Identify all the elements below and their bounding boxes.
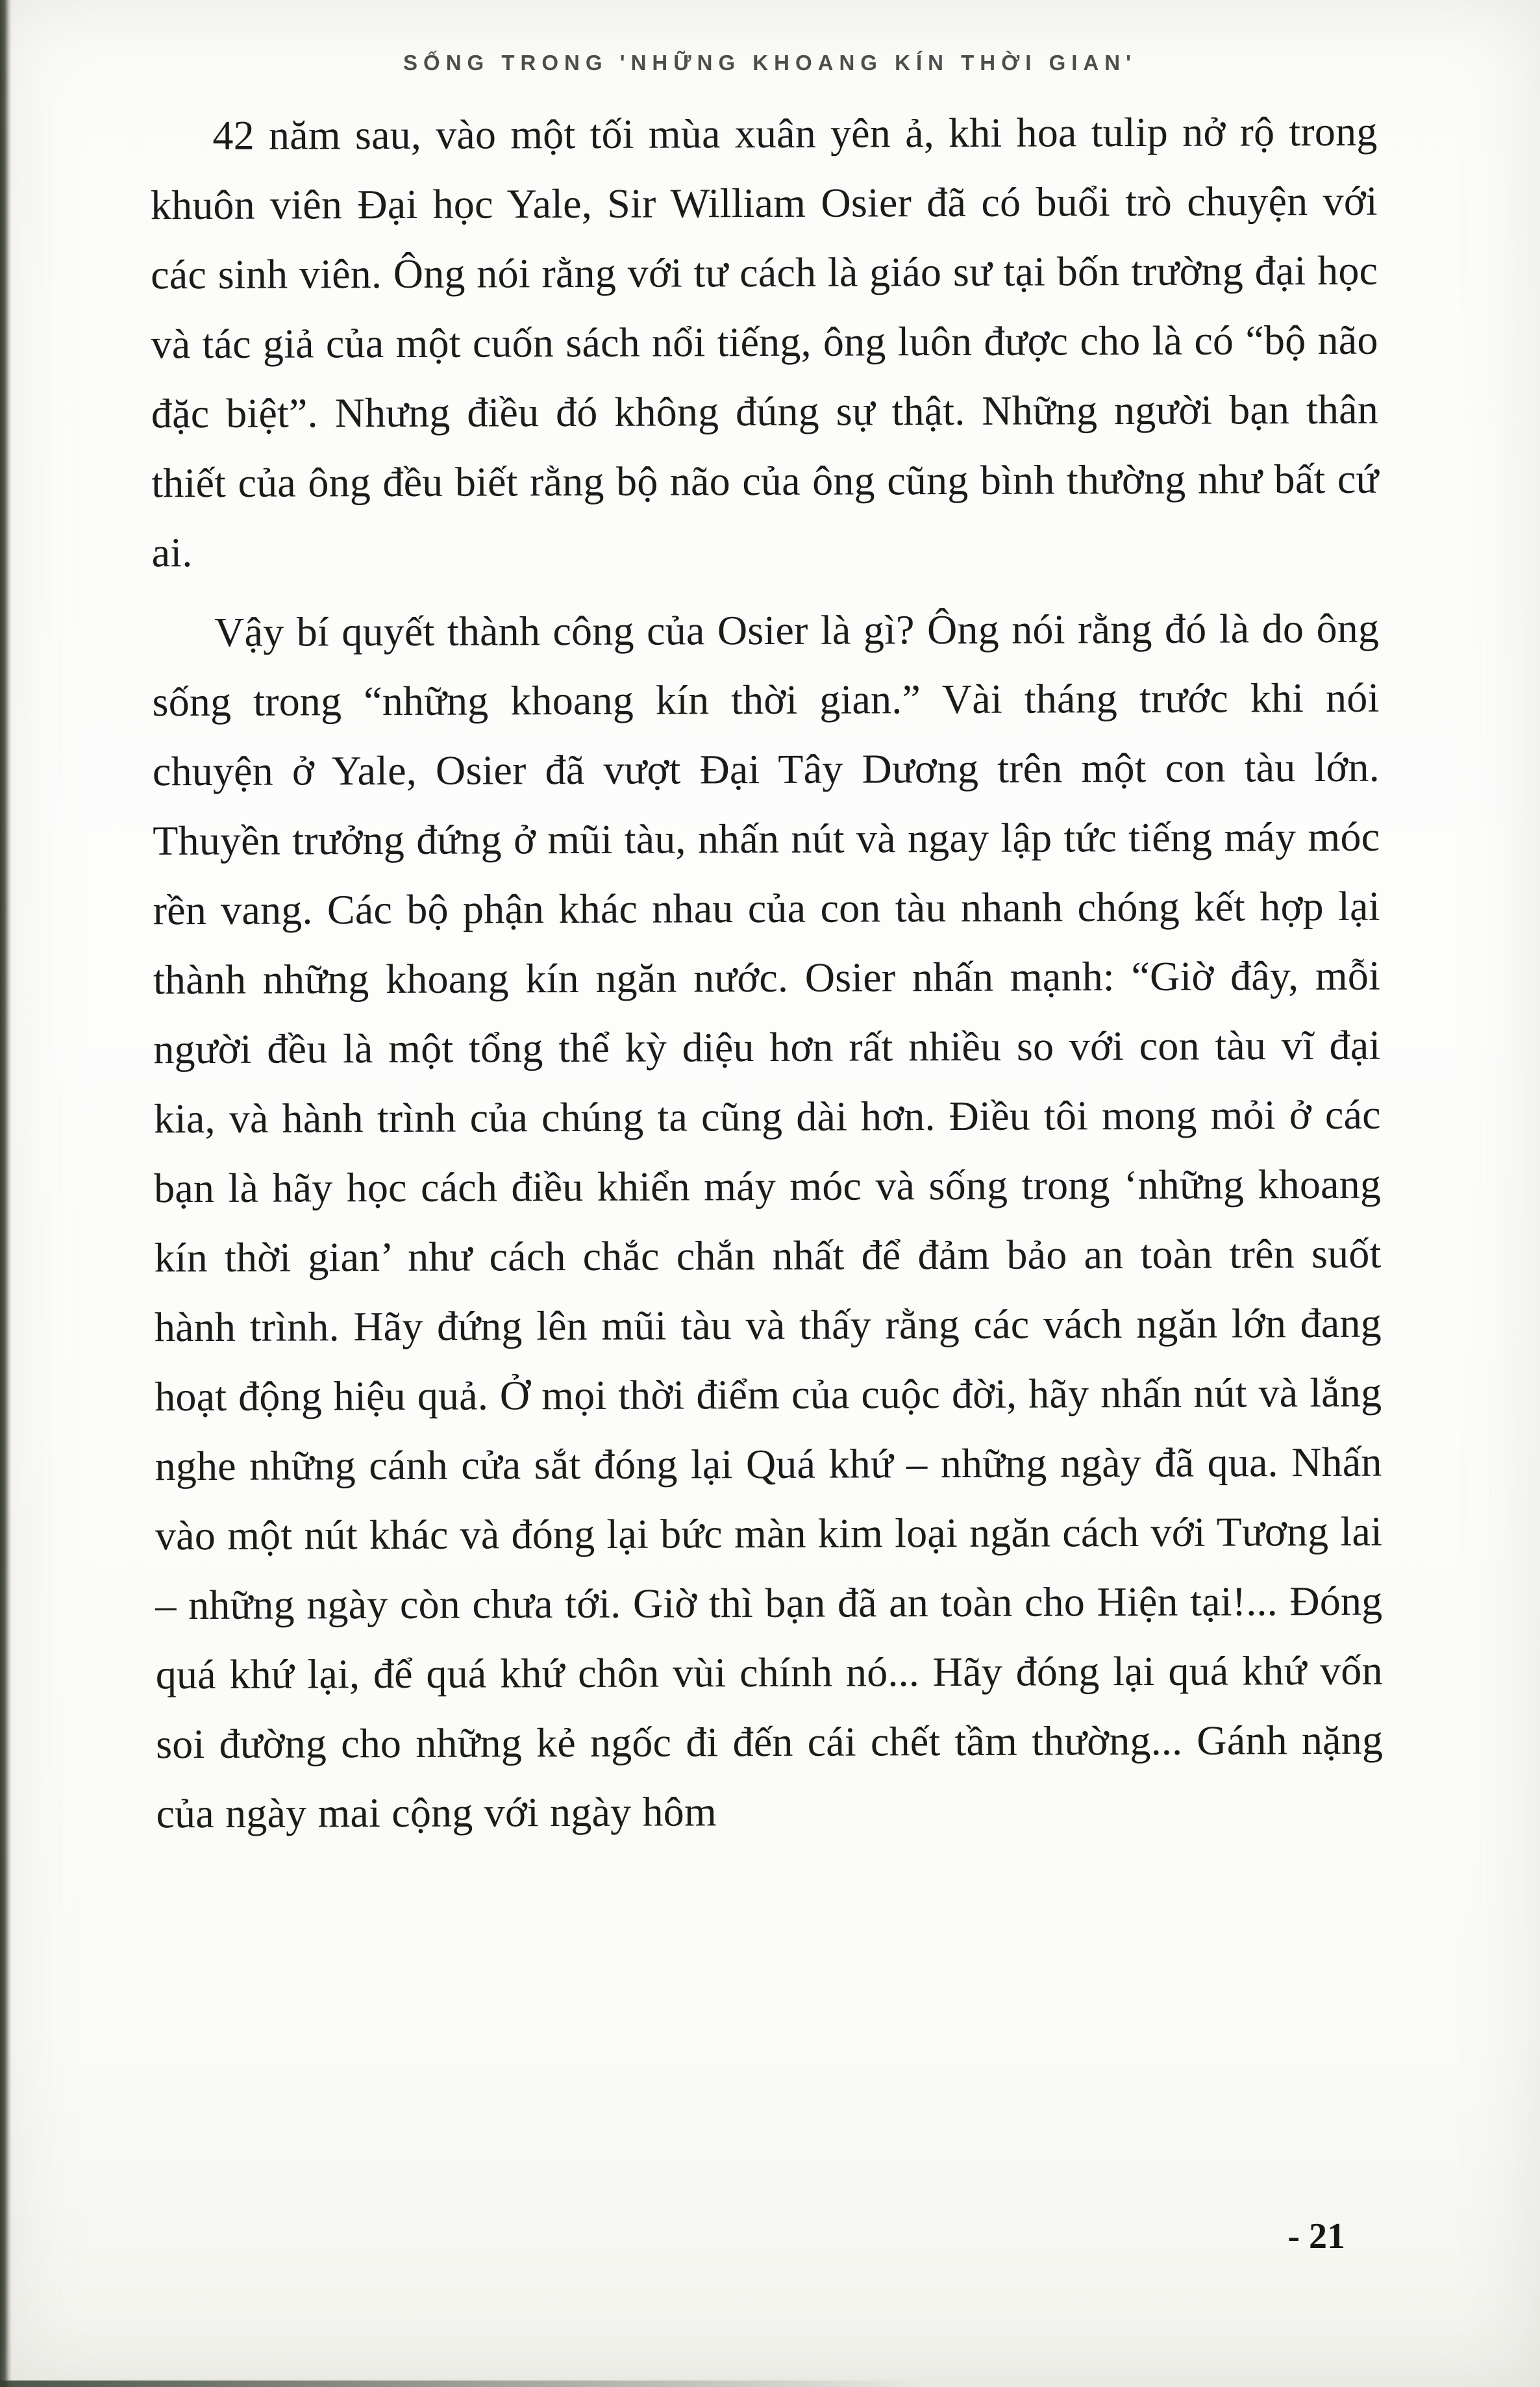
body-text-block: [150, 97, 1383, 1859]
paragraph-1: 42 năm sau, vào một tối mùa xuân yên ả, khi hoa tulip nở rộ trong khuôn viên Đại học Yale, Sir William Osier đã có buổi trò chuyện với các sinh viên. Ông nói rằng với tư cách là giáo sư tại bốn trường đại học và tác giả của một cuốn sách nổi tiếng, ông luôn được cho là có “bộ não đặc biệt”. Nhưng điều đó không đúng sự thật. Những người bạn thân thiết của ông đều biết rằng bộ não của ông cũng bình thường như bất cứ ai.: [150, 108, 1379, 576]
page-number: - 21: [1287, 2216, 1345, 2256]
scan-edge-bottom: [0, 2381, 924, 2387]
running-header: SỐNG TRONG 'NHỮNG KHOANG KÍN THỜI GIAN': [403, 51, 1137, 75]
scan-edge-left: [0, 0, 12, 2387]
paragraph-2: Vậy bí quyết thành công của Osier là gì? Ông nói rằng đó là do ông sống trong “những khoang kín thời gian.” Vài tháng trước khi nói chuyện ở Yale, Osier đã vượt Đại Tây Dương trên một con tàu lớn. Thuyền trưởng đứng ở mũi tàu, nhấn nút và ngay lập tức tiếng máy móc rền vang. Các bộ phận khác nhau của con tàu nhanh chóng kết hợp lại thành những khoang kín ngăn nước. Osier nhấn mạnh: “Giờ đây, mỗi người đều là một tổng thể kỳ diệu hơn rất nhiều so với con tàu vĩ đại kia, và hành trình của chúng ta cũng dài hơn. Điều tôi mong mỏi ở các bạn là hãy học cách điều khiển máy móc và sống trong ‘những khoang kín thời gian’ như cách chắc chắn nhất để đảm bảo an toàn trên suốt hành trình. Hãy đứng lên mũi tàu và thấy rằng các vách ngăn lớn đang hoạt động hiệu quả. Ở mọi thời điểm của cuộc đời, hãy nhấn nút và lắng nghe những cánh cửa sắt đóng lại Quá khứ – những ngày đã qua. Nhấn vào một nút khác và đóng lại bức màn kim loại ngăn cách với Tương lai – những ngày còn chưa tới. Giờ thì bạn đã an toàn cho Hiện tại!... Đóng quá khứ lại, để quá khứ chôn vùi chính nó... Hãy đóng lại quá khứ vốn soi đường cho những kẻ ngốc đi đến cái chết tầm thường... Gánh nặng của ngày mai cộng với ngày hôm: [152, 605, 1384, 1837]
